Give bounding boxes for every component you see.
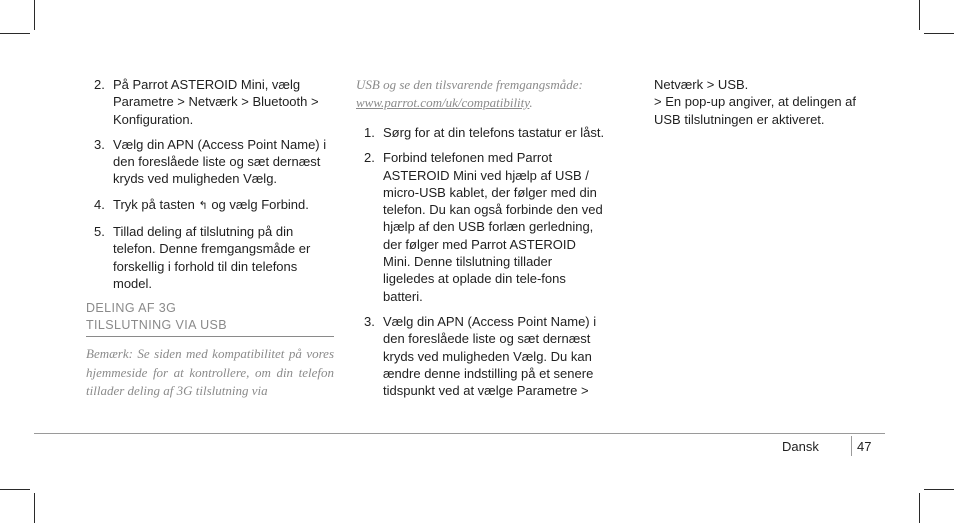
step-text: Tillad deling af tilslutning på din telefon. Denne fremgangsmåde er forskellig i forhold til din telefons model. xyxy=(113,224,311,291)
step-number: 3. xyxy=(364,313,375,329)
list-item xyxy=(356,124,606,141)
crop-mark xyxy=(924,33,954,34)
step-text: og vælg Forbind. xyxy=(207,196,309,212)
step-text: På Parrot ASTEROID Mini, vælg Parametre > Netværk > Bluetooth > Konfiguration. xyxy=(113,77,319,127)
step-number: 5. xyxy=(94,224,105,240)
crop-mark xyxy=(0,489,30,490)
list-item xyxy=(356,149,606,305)
step-number: 2. xyxy=(94,77,105,92)
step-number: 4. xyxy=(94,196,105,212)
section-title-line: DELING AF 3G xyxy=(86,301,177,316)
crop-mark xyxy=(34,493,35,523)
crop-mark xyxy=(924,489,954,490)
step-number: 1. xyxy=(364,125,375,140)
step-text: Vælg din APN (Access Point Name) i den foreslåede liste og sæt dernæst kryds ved muligheden Vælg. xyxy=(113,136,327,187)
note-text: USB og se den tilsvarende fremgangsmåde: xyxy=(356,77,583,92)
crop-mark xyxy=(0,33,30,34)
note-continuation xyxy=(356,76,606,112)
note-text: Bemærk: Se siden med kompatibilitet på vores hjemmeside for at kontrollere, om din telefon tillader deling af 3G tilslutning via xyxy=(86,346,334,399)
list-item xyxy=(86,76,334,128)
column-right xyxy=(654,76,884,128)
step-text: Vælg din APN (Access Point Name) i den foreslåede liste og sæt dernæst kryds ved muligheden Vælg. Du kan ændre denne indstilling på et senere tidspunkt ved at vælge Parametre > xyxy=(383,313,597,399)
page-number: 47 xyxy=(857,439,872,454)
crop-mark xyxy=(919,0,920,30)
paragraph-line: > En pop-up angiver, at delingen af USB tilslutningen er aktiveret. xyxy=(654,94,857,127)
step-text: Sørg for at din telefons tastatur er låst. xyxy=(383,125,605,140)
note-text: . xyxy=(529,95,533,110)
section-title xyxy=(86,300,334,337)
footer-divider xyxy=(34,433,885,434)
section-title-line: TILSLUTNING VIA USB xyxy=(86,318,227,333)
list-item xyxy=(86,223,334,292)
crop-mark xyxy=(919,493,920,523)
back-icon: ↰ xyxy=(198,199,208,212)
step-text: Forbind telefonen med Parrot ASTEROID Mini ved hjælp af USB / micro-USB kablet, der følger med din telefon. Du kan også forbinde den ved hjælp af den USB forlæn gerledning, der følger med Parrot ASTEROID Mini. Denne tilslutning tillader ligeledes at oplade din tele-fons batteri. xyxy=(383,150,603,304)
step-number: 2. xyxy=(364,150,375,166)
list-item xyxy=(356,313,606,399)
column-middle xyxy=(356,76,606,407)
list-item xyxy=(86,196,334,215)
column-left xyxy=(86,76,334,401)
step-text: Tryk på tasten xyxy=(113,196,199,212)
paragraph-line: Netværk > USB. xyxy=(654,77,749,92)
compatibility-link[interactable]: www.parrot.com/uk/compatibility xyxy=(356,95,530,110)
steps-list xyxy=(86,76,334,292)
steps-list xyxy=(356,124,606,399)
step-number: 3. xyxy=(94,136,105,152)
crop-mark xyxy=(34,0,35,30)
list-item xyxy=(86,136,334,188)
footer-separator xyxy=(851,436,852,456)
footer-language: Dansk xyxy=(782,439,819,454)
